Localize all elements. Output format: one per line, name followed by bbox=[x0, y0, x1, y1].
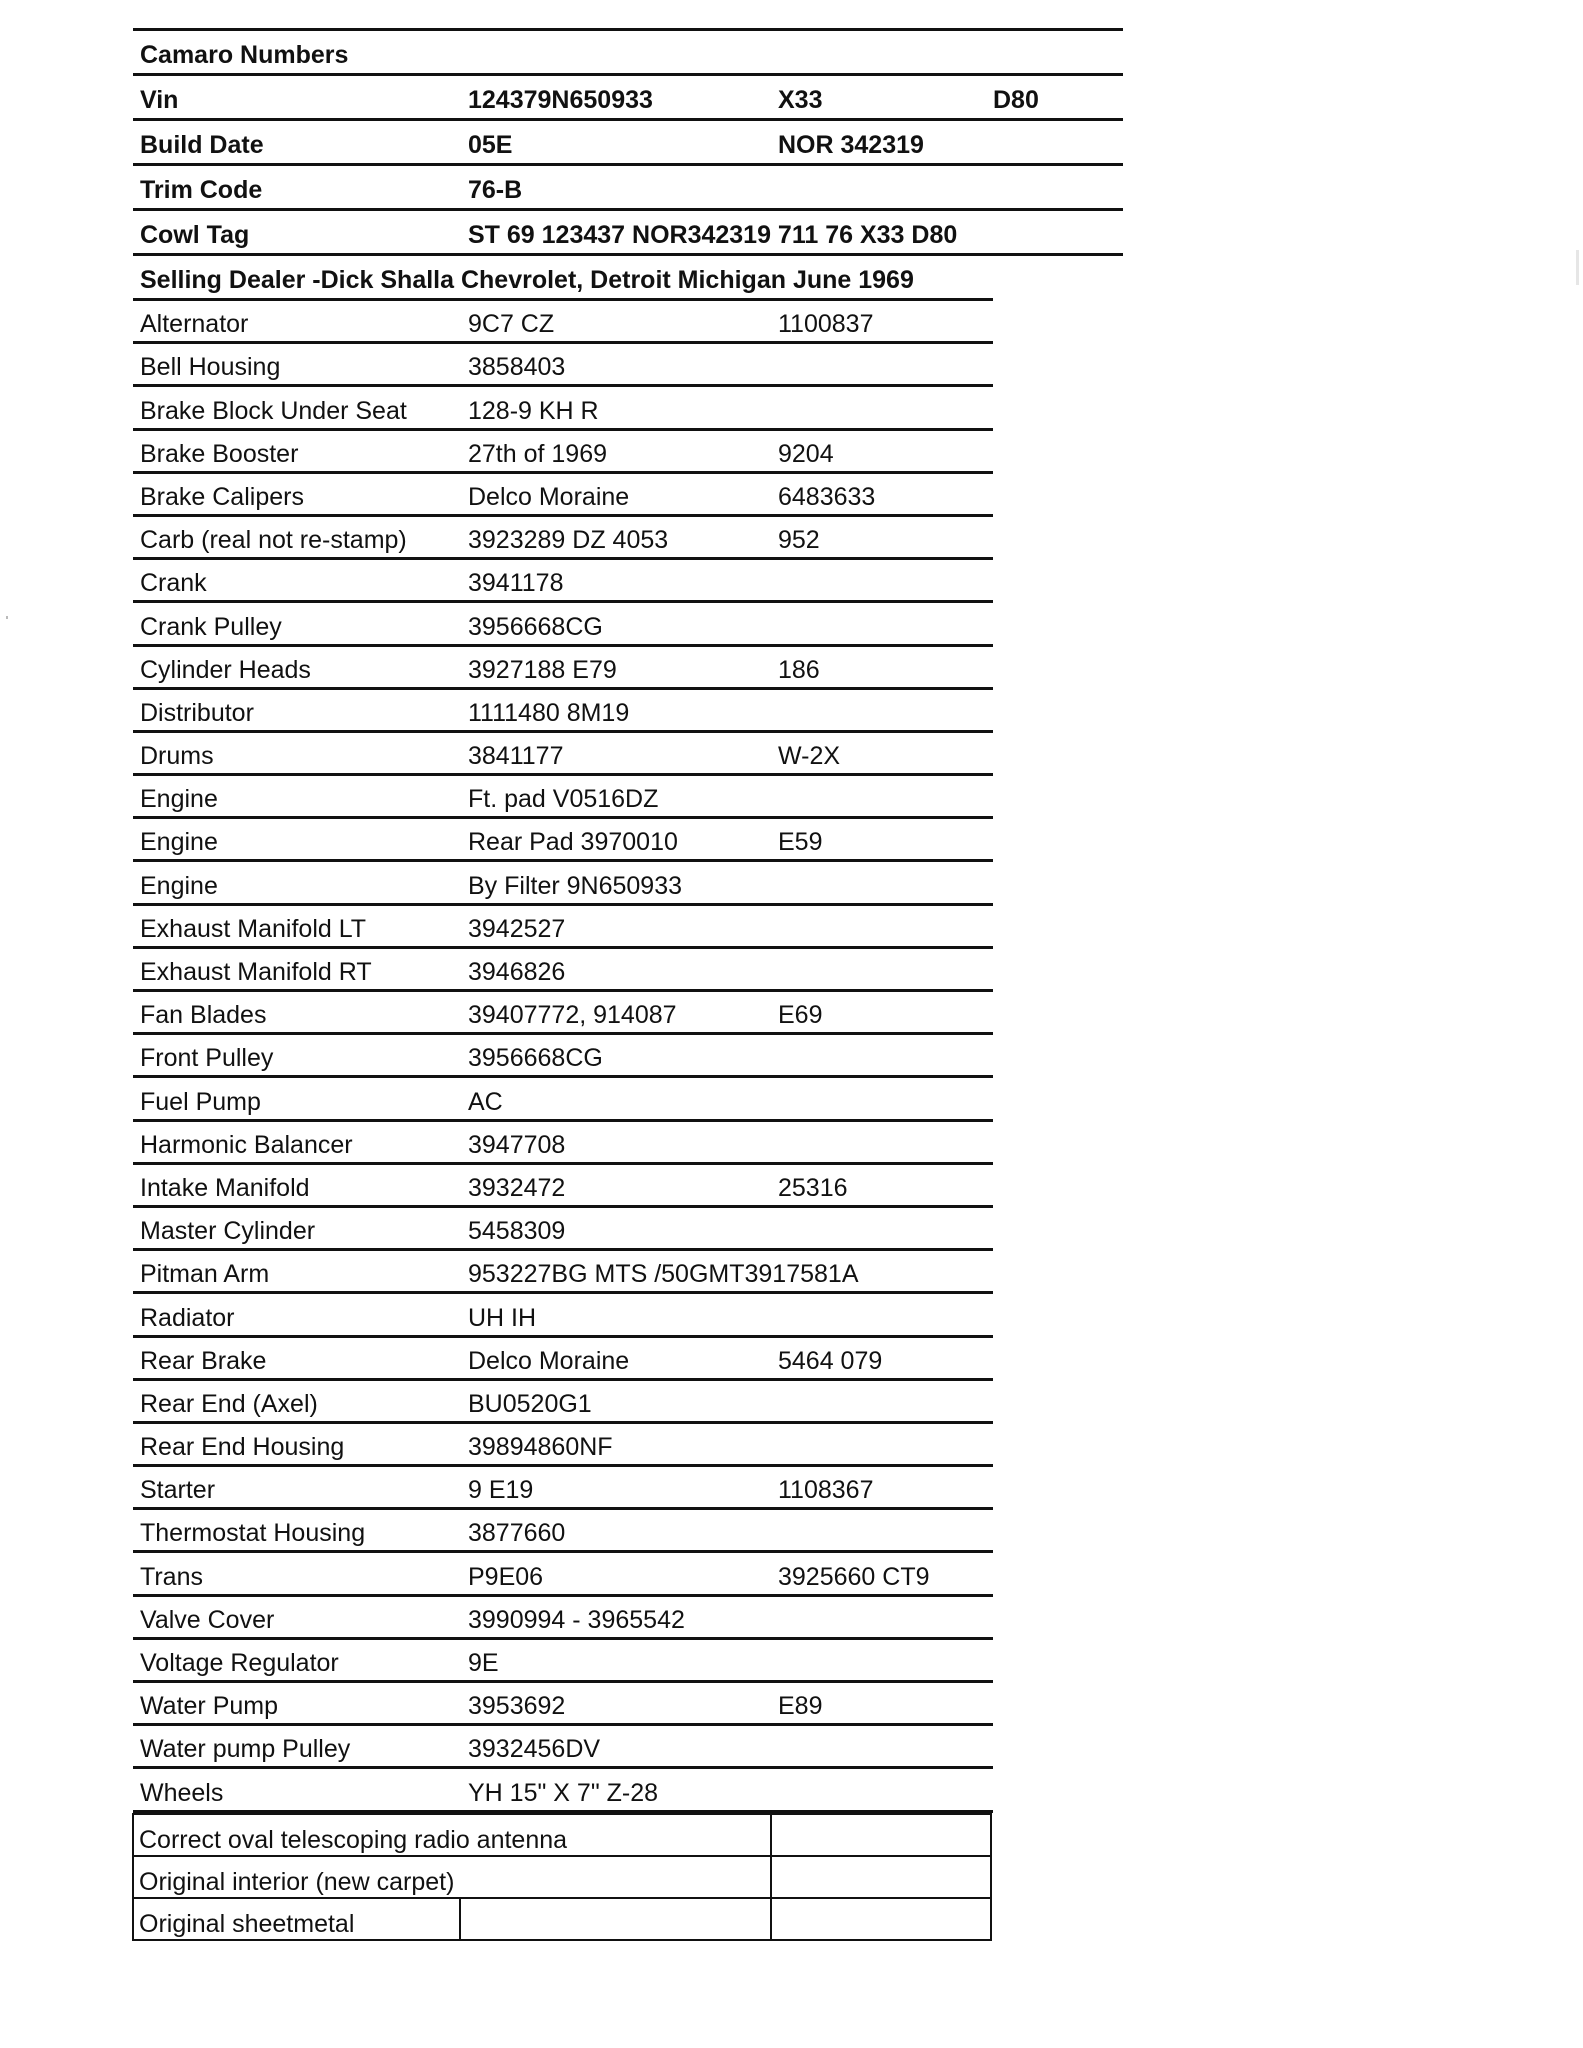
part-label: Rear End (Axel) bbox=[140, 1389, 318, 1418]
part-code: 9 E19 bbox=[468, 1476, 534, 1505]
header-value: X33 bbox=[778, 86, 823, 114]
header-value: D80 bbox=[993, 86, 1039, 114]
part-label: Exhaust Manifold LT bbox=[140, 914, 367, 943]
part-row bbox=[133, 1208, 993, 1251]
part-label: Drums bbox=[140, 742, 214, 771]
part-label: Valve Cover bbox=[140, 1605, 275, 1634]
part-row bbox=[133, 344, 993, 387]
checklist-check-cell bbox=[771, 1814, 991, 1856]
header-row-cowl-tag bbox=[133, 211, 1123, 256]
part-code: 5458309 bbox=[468, 1217, 566, 1246]
part-code: 3956668CG bbox=[468, 612, 603, 641]
selling-dealer-text: Selling Dealer -Dick Shalla Chevrolet, Detroit Michigan June 1969 bbox=[140, 266, 914, 294]
camaro-numbers-sheet bbox=[133, 28, 1123, 1941]
header-label: Trim Code bbox=[140, 176, 263, 204]
part-label: Crank Pulley bbox=[140, 612, 282, 641]
part-label: Bell Housing bbox=[140, 353, 281, 382]
part-code: 3932456DV bbox=[468, 1735, 601, 1764]
part-label: Rear Brake bbox=[140, 1346, 267, 1375]
part-label: Brake Calipers bbox=[140, 482, 304, 511]
part-row bbox=[133, 1338, 993, 1381]
part-code: 3947708 bbox=[468, 1130, 566, 1159]
checklist-row bbox=[133, 1814, 991, 1856]
part-label: Rear End Housing bbox=[140, 1433, 345, 1462]
part-code: YH 15" X 7" Z-28 bbox=[468, 1778, 659, 1807]
sheet-title: Camaro Numbers bbox=[140, 41, 349, 69]
part-row bbox=[133, 387, 993, 430]
part-label: Pitman Arm bbox=[140, 1260, 270, 1289]
part-row bbox=[133, 1553, 993, 1596]
part-code: 3946826 bbox=[468, 958, 566, 986]
part-code: Delco Moraine bbox=[468, 482, 630, 511]
part-code: 3923289 DZ 4053 bbox=[468, 526, 669, 555]
part-code: 953227BG MTS /50GMT3917581A bbox=[468, 1260, 859, 1289]
part-label: Radiator bbox=[140, 1303, 235, 1332]
part-row bbox=[133, 517, 993, 560]
part-row bbox=[133, 1251, 993, 1294]
header-value: 05E bbox=[468, 131, 513, 159]
part-code: 3953692 bbox=[468, 1692, 566, 1721]
part-label: Harmonic Balancer bbox=[140, 1130, 353, 1159]
header-label: Cowl Tag bbox=[140, 221, 250, 249]
part-row bbox=[133, 1381, 993, 1424]
part-code-secondary: 6483633 bbox=[778, 482, 876, 511]
part-label: Crank bbox=[140, 569, 207, 598]
part-row bbox=[133, 1467, 993, 1510]
part-code: AC bbox=[468, 1087, 503, 1116]
part-label: Thermostat Housing bbox=[140, 1519, 366, 1548]
checklist-label: Correct oval telescoping radio antenna bbox=[133, 1814, 771, 1856]
part-code: By Filter 9N650933 bbox=[468, 871, 683, 900]
header-row-vin bbox=[133, 76, 1123, 121]
part-code: 3841177 bbox=[468, 742, 564, 771]
part-label: Brake Block Under Seat bbox=[140, 396, 407, 425]
part-label: Intake Manifold bbox=[140, 1173, 310, 1202]
part-row bbox=[133, 1726, 993, 1769]
part-code-secondary: 3925660 CT9 bbox=[778, 1562, 930, 1591]
part-code: 3927188 E79 bbox=[468, 655, 617, 684]
part-label: Fan Blades bbox=[140, 1001, 267, 1030]
part-label: Brake Booster bbox=[140, 439, 299, 468]
part-row bbox=[133, 1165, 993, 1208]
part-label: Distributor bbox=[140, 698, 254, 727]
scan-edge-mark bbox=[1576, 250, 1579, 285]
part-label: Water Pump bbox=[140, 1692, 279, 1721]
part-code: P9E06 bbox=[468, 1562, 544, 1591]
part-code: 9E bbox=[468, 1649, 499, 1677]
part-row bbox=[133, 1122, 993, 1165]
header-value: 76-B bbox=[468, 176, 523, 204]
part-code: 3858403 bbox=[468, 353, 566, 382]
part-code: 3990994 - 3965542 bbox=[468, 1605, 685, 1634]
header-value: 124379N650933 bbox=[468, 86, 653, 114]
part-code-secondary: 952 bbox=[778, 526, 820, 555]
part-row bbox=[133, 1510, 993, 1553]
checklist-check-cell bbox=[771, 1856, 991, 1898]
part-code: Rear Pad 3970010 bbox=[468, 828, 678, 857]
dealer-row bbox=[133, 256, 993, 301]
part-row bbox=[133, 1078, 993, 1121]
part-label: Fuel Pump bbox=[140, 1087, 261, 1116]
checklist-empty-cell bbox=[460, 1898, 771, 1940]
part-code-secondary: E69 bbox=[778, 1001, 823, 1030]
part-code: 1111480 8M19 bbox=[468, 698, 630, 727]
header-label: Build Date bbox=[140, 131, 264, 159]
part-row bbox=[133, 647, 993, 690]
part-code: 3877660 bbox=[468, 1519, 566, 1548]
part-row bbox=[133, 862, 993, 905]
part-code: 128-9 KH R bbox=[468, 396, 599, 425]
part-row bbox=[133, 733, 993, 776]
checklist-check-cell bbox=[771, 1898, 991, 1940]
part-label: Wheels bbox=[140, 1778, 224, 1807]
part-label: Trans bbox=[140, 1562, 203, 1591]
part-row bbox=[133, 906, 993, 949]
scan-speck bbox=[6, 616, 8, 619]
part-row bbox=[133, 819, 993, 862]
part-row bbox=[133, 603, 993, 646]
part-row bbox=[133, 1683, 993, 1726]
header-value: NOR 342319 bbox=[778, 131, 924, 159]
part-label: Exhaust Manifold RT bbox=[140, 958, 372, 986]
part-label: Master Cylinder bbox=[140, 1217, 316, 1246]
part-label: Water pump Pulley bbox=[140, 1735, 351, 1764]
part-code: 3932472 bbox=[468, 1173, 566, 1202]
title-row bbox=[133, 31, 1123, 76]
part-label: Engine bbox=[140, 785, 218, 814]
part-code: 3956668CG bbox=[468, 1044, 603, 1073]
part-code: BU0520G1 bbox=[468, 1389, 592, 1418]
part-row bbox=[133, 776, 993, 819]
header-value: ST 69 123437 NOR342319 711 76 X33 D80 bbox=[468, 221, 958, 249]
part-code: 39407772, 914087 bbox=[468, 1001, 677, 1030]
checklist-table bbox=[132, 1813, 992, 1941]
part-label: Engine bbox=[140, 871, 218, 900]
checklist-row bbox=[133, 1898, 991, 1940]
part-code-secondary: 186 bbox=[778, 655, 820, 684]
part-code-secondary: 1108367 bbox=[778, 1476, 874, 1505]
part-row bbox=[133, 1035, 993, 1078]
part-row bbox=[133, 1294, 993, 1337]
part-label: Cylinder Heads bbox=[140, 655, 311, 684]
part-code-secondary: 1100837 bbox=[778, 310, 874, 339]
part-code-secondary: 25316 bbox=[778, 1173, 848, 1202]
part-code: 39894860NF bbox=[468, 1433, 613, 1462]
part-row bbox=[133, 431, 993, 474]
part-code: 3942527 bbox=[468, 914, 566, 943]
part-label: Carb (real not re-stamp) bbox=[140, 526, 407, 555]
part-code: 3941178 bbox=[468, 569, 564, 598]
header-row-trim-code bbox=[133, 166, 1123, 211]
part-code-secondary: W-2X bbox=[778, 742, 841, 771]
checklist-label: Original sheetmetal bbox=[133, 1898, 460, 1940]
part-row bbox=[133, 1597, 993, 1640]
part-label: Front Pulley bbox=[140, 1044, 274, 1073]
part-code: Ft. pad V0516DZ bbox=[468, 785, 659, 814]
part-row bbox=[133, 690, 993, 733]
part-label: Starter bbox=[140, 1476, 216, 1505]
part-row bbox=[133, 992, 993, 1035]
part-code-secondary: E59 bbox=[778, 828, 823, 857]
part-row bbox=[133, 560, 993, 603]
checklist-row bbox=[133, 1856, 991, 1898]
part-code-secondary: 5464 079 bbox=[778, 1346, 883, 1375]
part-code-secondary: 9204 bbox=[778, 439, 834, 468]
part-row bbox=[133, 1769, 993, 1812]
header-label: Vin bbox=[140, 86, 179, 114]
part-code: Delco Moraine bbox=[468, 1346, 630, 1375]
parts-list bbox=[133, 301, 993, 1813]
part-row bbox=[133, 301, 993, 344]
header-row-build-date bbox=[133, 121, 1123, 166]
part-code: 27th of 1969 bbox=[468, 439, 608, 468]
part-row bbox=[133, 474, 993, 517]
part-row bbox=[133, 1640, 993, 1683]
part-label: Alternator bbox=[140, 310, 249, 339]
part-row bbox=[133, 1424, 993, 1467]
part-code: UH IH bbox=[468, 1303, 537, 1332]
part-code: 9C7 CZ bbox=[468, 310, 555, 339]
part-label: Engine bbox=[140, 828, 218, 857]
part-code-secondary: E89 bbox=[778, 1692, 823, 1721]
checklist-label: Original interior (new carpet) bbox=[133, 1856, 771, 1898]
part-label: Voltage Regulator bbox=[140, 1649, 339, 1677]
part-row bbox=[133, 949, 993, 992]
